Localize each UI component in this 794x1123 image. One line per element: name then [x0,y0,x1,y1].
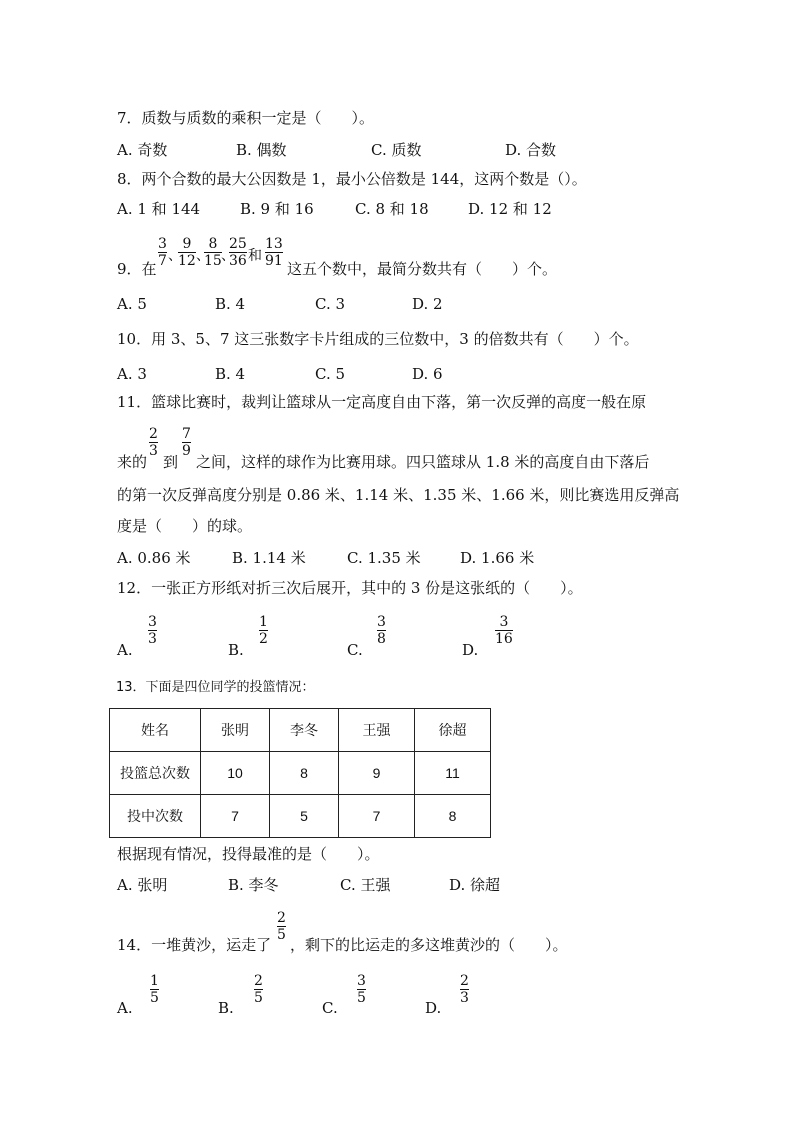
q12-option-a-num: 3 [148,614,157,630]
q7-option-c: C. 质数 [371,141,422,159]
table-header-cell: 张明 [201,709,270,752]
table-cell: 7 [339,795,415,838]
q12-option-c-den: 8 [377,631,386,647]
q9-fraction-2-num: 9 [182,236,192,252]
q9-fraction-2 [178,236,196,269]
q9-fraction-1-num: 3 [158,236,167,252]
q11-fraction-b [182,426,191,459]
q12-option-d-num: 3 [499,614,509,630]
q11-fraction-a-num: 2 [149,426,158,442]
q9-sep-2: 、 [196,248,210,264]
q12-option-b-num: 1 [259,614,268,630]
q8-stem: 8．两个合数的最大公因数是 1，最小公倍数是 144，这两个数是（）。 [117,170,587,188]
table-cell: 5 [270,795,339,838]
q13-option-d: D. 徐超 [449,876,501,894]
q7-stem: 7．质数与质数的乘积一定是（ ）。 [117,109,375,127]
q9-suffix: 这五个数中，最简分数共有（ ）个。 [287,260,558,278]
q12-option-d-label: D. [462,641,479,659]
q9-fraction-5 [265,236,283,269]
q14-option-c-label: C. [322,999,338,1017]
q14-option-d-fraction [460,973,469,1006]
table-header-cell: 徐超 [415,709,491,752]
q9-fraction-3-num: 8 [208,236,218,252]
q14-option-a-num: 1 [150,973,159,989]
q12-option-c-num: 3 [377,614,386,630]
q14-option-a-label: A. [117,999,133,1017]
q8-option-d: D. 12 和 12 [468,200,552,218]
q9-fraction-4 [229,236,247,269]
q12-option-b-den: 2 [259,631,268,647]
q10-option-c: C. 5 [315,365,346,383]
q11-line-2-pre: 来的 [117,453,148,471]
q11-option-d: D. 1.66 米 [460,549,535,567]
q10-option-a: A. 3 [117,365,147,383]
q12-option-c-label: C. [347,641,363,659]
table-cell: 9 [339,752,415,795]
q14-fraction-den: 5 [277,927,286,943]
q11-fraction-a [149,426,158,459]
q11-line-2-mid: 到 [163,453,179,471]
q9-sep-1: 、 [168,248,182,264]
table-cell: 10 [201,752,270,795]
q9-fraction-4-num: 25 [229,236,247,252]
q7-option-d: D. 合数 [505,141,557,159]
q9-fraction-4-den: 36 [229,253,247,269]
q9-fraction-5-num: 13 [265,236,283,252]
q7-option-b: B. 偶数 [236,141,287,159]
q8-option-b: B. 9 和 16 [240,200,314,218]
q11-fraction-b-num: 7 [182,426,191,442]
table-cell: 7 [201,795,270,838]
q11-option-a: A. 0.86 米 [117,549,191,567]
q9-fraction-5-den: 91 [265,253,283,269]
q14-option-b-num: 2 [254,973,263,989]
q14-option-d-num: 2 [460,973,469,989]
q12-option-d-fraction [495,614,513,647]
q12-option-c-fraction [377,614,386,647]
q8-option-a: A. 1 和 144 [117,200,201,218]
q13-option-a: A. 张明 [117,876,168,894]
table-header-cell: 姓名 [110,709,201,752]
q14-fraction-num: 2 [277,910,286,926]
q14-option-d-den: 3 [460,990,469,1006]
q12-option-a-den: 3 [148,631,157,647]
q14-option-c-den: 5 [357,990,366,1006]
q13-stem: 13．下面是四位同学的投篮情况： [116,680,315,695]
q14-stem-post: ，剩下的比运走的多这堆黄沙的（ ）。 [290,936,568,954]
table-row [110,795,491,838]
q14-fraction [277,910,286,943]
q9-fraction-1 [158,236,167,269]
table-cell: 11 [415,752,491,795]
q14-option-b-fraction [254,973,263,1006]
table-cell: 8 [270,752,339,795]
q11-line-4: 度是（ ）的球。 [117,517,253,535]
q9-fraction-3 [204,236,222,269]
q11-line-1: 11．篮球比赛时，裁判让篮球从一定高度自由下落，第一次反弹的高度一般在原 [117,393,647,411]
q14-option-a-fraction [150,973,159,1006]
q13-option-b: B. 李冬 [228,876,279,894]
table-cell: 投中次数 [110,795,201,838]
q9-prefix: 9．在 [117,260,157,278]
table-cell: 8 [415,795,491,838]
q9-option-c: C. 3 [315,295,346,313]
table-cell: 投篮总次数 [110,752,201,795]
q13-question: 根据现有情况，投得最准的是（ ）。 [117,845,380,863]
q11-option-b: B. 1.14 米 [232,549,306,567]
q9-option-b: B. 4 [215,295,246,313]
table-header-cell: 李冬 [270,709,339,752]
q12-option-a-fraction [148,614,157,647]
q11-fraction-b-den: 9 [182,443,191,459]
q14-stem-pre: 14．一堆黄沙，运走了 [117,936,272,954]
q13-option-c: C. 王强 [340,876,391,894]
q10-option-b: B. 4 [215,365,246,383]
q11-option-c: C. 1.35 米 [347,549,421,567]
table-row [110,752,491,795]
q12-stem: 12．一张正方形纸对折三次后展开，其中的 3 份是这张纸的（ ）。 [117,579,583,597]
shooting-table [109,708,491,838]
q9-sep-3: 、 [221,248,235,264]
q9-fraction-3-den: 15 [204,253,222,269]
table-header-row [110,709,491,752]
q11-fraction-a-den: 3 [149,443,158,459]
q10-option-d: D. 6 [412,365,443,383]
q7-option-a: A. 奇数 [117,141,168,159]
q14-option-a-den: 5 [150,990,159,1006]
q14-option-c-num: 3 [357,973,366,989]
q8-option-c: C. 8 和 18 [355,200,429,218]
q9-option-d: D. 2 [412,295,443,313]
table-header-cell: 王强 [339,709,415,752]
q14-option-b-label: B. [218,999,234,1017]
q12-option-b-fraction [259,614,268,647]
q9-and: 和 [248,248,262,264]
q9-fraction-2-den: 12 [178,253,196,269]
q12-option-d-den: 16 [495,631,513,647]
q14-option-b-den: 5 [254,990,263,1006]
q14-option-d-label: D. [425,999,442,1017]
q11-line-2-post: 之间，这样的球作为比赛用球。四只篮球从 1.8 米的高度自由下落后 [196,453,650,471]
q12-option-a-label: A. [117,641,133,659]
q9-fraction-1-den: 7 [158,253,167,269]
q9-option-a: A. 5 [117,295,147,313]
q12-option-b-label: B. [228,641,244,659]
q10-stem: 10．用 3、5、7 这三张数字卡片组成的三位数中，3 的倍数共有（ ）个。 [117,330,639,348]
q14-option-c-fraction [357,973,366,1006]
q11-line-3: 的第一次反弹高度分别是 0.86 米、1.14 米、1.35 米、1.66 米，则比赛选用反弹高 [117,486,680,504]
